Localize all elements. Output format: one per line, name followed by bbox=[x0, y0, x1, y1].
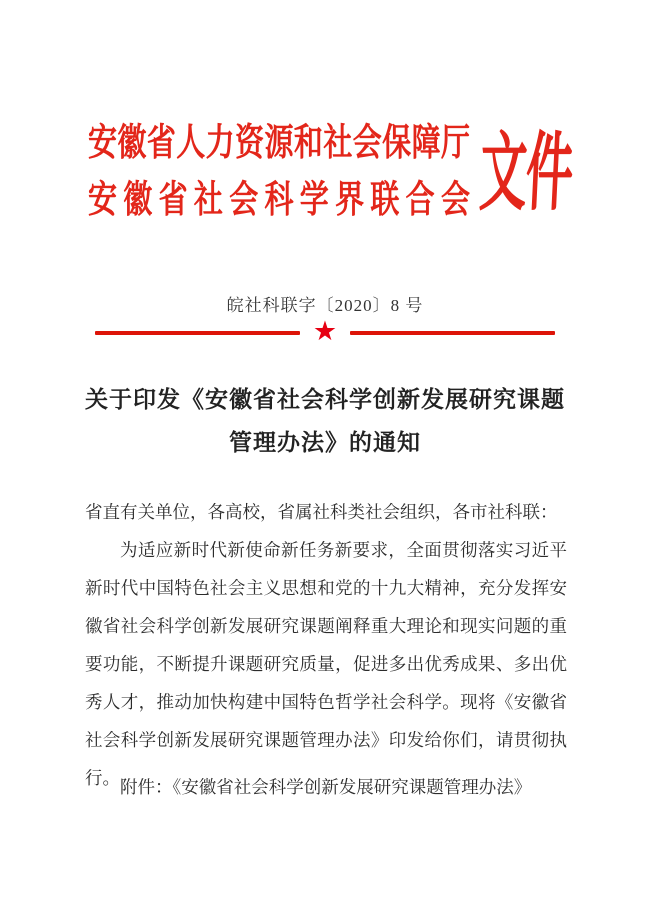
doc-reference-number: 皖社科联字〔2020〕8 号 bbox=[226, 296, 424, 315]
divider-line-left bbox=[95, 331, 300, 335]
attachment-line: 附件：《安徽省社会科学创新发展研究课题管理办法》 bbox=[120, 777, 532, 797]
body-paragraph: 为适应新时代新使命新任务新要求，全面贯彻落实习近平新时代中国特色社会主义思想和党的十九大精神，充分发挥安徽省社会科学创新发展研究课题阐释重大理论和现实问题的重要功能，不断提升课题研究质量，促进多出优秀成果、多出优秀人才，推动加快构建中国特色哲学社会科学。现将《安徽省社会科学创新发展研究课题管理办法》印发给你们，请贯彻执行。 bbox=[85, 540, 567, 788]
letterhead-org-name-2: 安徽省社会科学界联合会 bbox=[88, 179, 470, 222]
letterhead-org-name-1: 安徽省人力资源和社会保障厅 bbox=[88, 122, 470, 165]
document-title bbox=[25, 378, 625, 464]
document-body bbox=[85, 493, 567, 797]
divider-line-right bbox=[350, 331, 555, 335]
document-title-line-2: 管理办法》的通知 bbox=[229, 430, 421, 455]
document-title-line-1: 关于印发《安徽省社会科学创新发展研究课题 bbox=[85, 387, 565, 412]
salutation-line: 省直有关单位，各高校，省属社科类社会组织，各市社科联： bbox=[85, 502, 558, 522]
star-icon: ★ bbox=[312, 316, 338, 347]
red-divider bbox=[95, 316, 555, 347]
letterhead-doc-type-label: 文件 bbox=[477, 127, 575, 223]
